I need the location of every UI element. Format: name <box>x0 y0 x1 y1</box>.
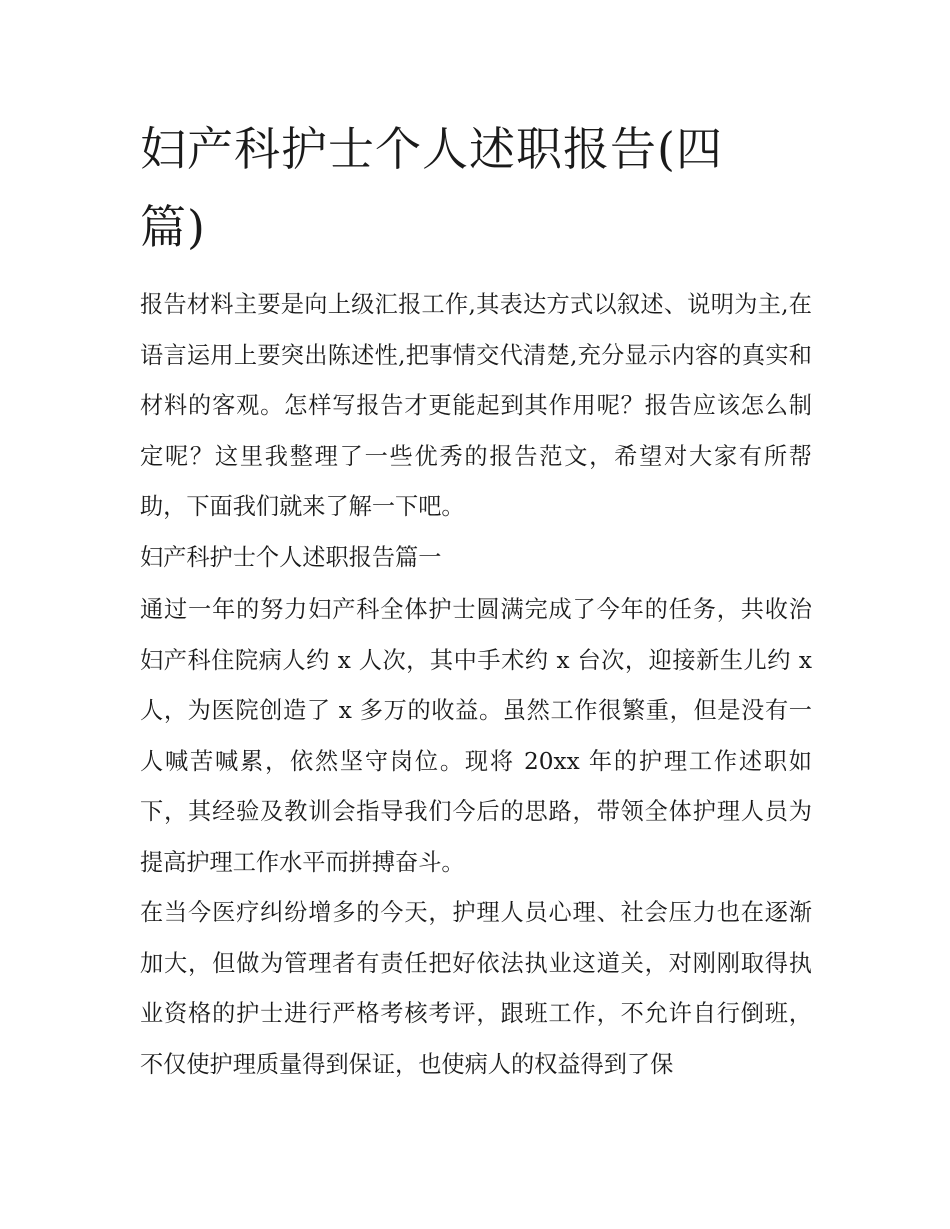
body-paragraph: 在当今医疗纠纷增多的今天，护理人员心理、社会压力也在逐渐加大，但做为管理者有责任把好依法执业这道关，对刚刚取得执业资格的护士进行严格考核考评，跟班工作，不允许自行倒班，不仅使护理质量得到保证，也使病人的权益得到了保 <box>140 899 812 1078</box>
document-title: 妇产科护士个人述职报告(四篇) <box>140 122 723 254</box>
body-paragraph: 通过一年的努力妇产科全体护士圆满完成了今年的任务，共收治妇产科住院病人约 x 人次，其中手术约 x 台次，迎接新生儿约 x 人，为医院创造了 x 多万的收益。虽然工作很繁重，但是没有一人喊苦喊累，依然坚守岗位。现将 20xx 年的护理工作述职如下，其经验及教训会指导我们今后的思路，带领全体护理人员为提高护理工作水平而拼搏奋斗。 <box>140 596 812 876</box>
document-body <box>140 110 812 1090</box>
intro-paragraph: 报告材料主要是向上级汇报工作,其表达方式以叙述、说明为主,在语言运用上要突出陈述性,把事情交代清楚,充分显示内容的真实和材料的客观。怎样写报告才更能起到其作用呢？报告应该怎么制定呢？这里我整理了一些优秀的报告范文，希望对大家有所帮助，下面我们就来了解一下吧。 <box>140 291 812 520</box>
section-heading: 妇产科护士个人述职报告篇一 <box>140 543 442 571</box>
